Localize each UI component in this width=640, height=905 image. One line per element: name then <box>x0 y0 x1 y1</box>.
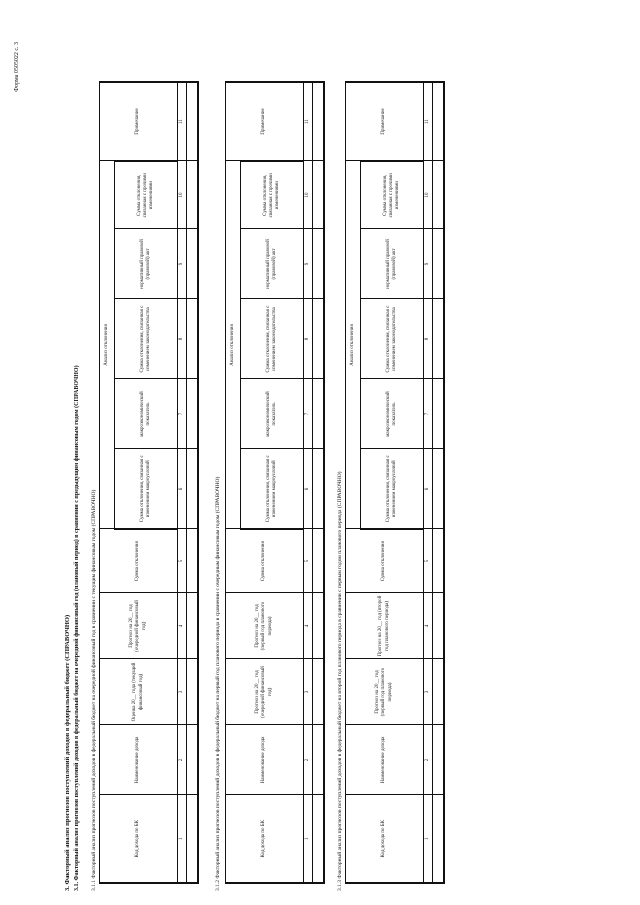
header-amount-b: Прогноз на 20__ год (первый год планового периода) <box>226 593 304 659</box>
column-number: 11 <box>424 82 433 161</box>
column-number: 8 <box>304 299 313 379</box>
empty-cell <box>187 725 199 795</box>
column-number: 3 <box>424 659 433 725</box>
column-number: 7 <box>304 379 313 449</box>
column-number: 6 <box>424 449 433 529</box>
header-income-name: Наименование дохода <box>346 725 424 795</box>
empty-cell <box>187 795 199 883</box>
empty-cell <box>187 659 199 725</box>
column-number: 5 <box>424 529 433 593</box>
column-number: 9 <box>178 229 187 299</box>
header-amount-b: Прогноз на 20__ год (второй год планового периода) <box>346 593 424 659</box>
empty-cell <box>433 529 445 593</box>
empty-cell <box>433 229 445 299</box>
table-3-1-1 <box>99 81 199 884</box>
empty-cell <box>313 299 325 379</box>
empty-cell <box>313 82 325 161</box>
column-number: 8 <box>424 299 433 379</box>
empty-cell <box>313 161 325 229</box>
header-note: Примечание <box>100 82 178 161</box>
header-legal-act: нормативный правовой (правовой) акт <box>115 229 178 299</box>
empty-cell <box>187 82 199 161</box>
column-number: 8 <box>178 299 187 379</box>
empty-cell <box>313 795 325 883</box>
column-number: 4 <box>178 593 187 659</box>
empty-cell <box>433 725 445 795</box>
column-number: 2 <box>424 725 433 795</box>
column-number: 5 <box>178 529 187 593</box>
header-macro-deviation: Сумма отклонения, связанная с изменением макроусловий <box>361 449 424 529</box>
empty-cell <box>433 795 445 883</box>
column-number: 7 <box>178 379 187 449</box>
empty-cell <box>433 593 445 659</box>
header-legislation-deviation: Сумма отклонения, связанная с изменением законодательства <box>241 299 304 379</box>
column-number: 1 <box>178 795 187 883</box>
header-legal-act: нормативный правовой (правовой) акт <box>361 229 424 299</box>
column-number: 11 <box>178 82 187 161</box>
header-income-code: Код дохода по БК <box>226 795 304 883</box>
empty-cell <box>313 229 325 299</box>
empty-cell <box>187 299 199 379</box>
header-macro-indicator: макроэкономический показатель <box>241 379 304 449</box>
header-amount-a: Прогноз на 20__ год (первый год планового периода) <box>346 659 424 725</box>
empty-cell <box>433 449 445 529</box>
header-legislation-deviation: Сумма отклонения, связанная с изменением законодательства <box>361 299 424 379</box>
empty-cell <box>313 593 325 659</box>
empty-cell <box>187 529 199 593</box>
column-number: 2 <box>304 725 313 795</box>
header-amount-b: Прогноз на 20__ год (очередной финансовый год) <box>100 593 178 659</box>
header-income-name: Наименование дохода <box>100 725 178 795</box>
header-income-name: Наименование дохода <box>226 725 304 795</box>
column-number: 9 <box>424 229 433 299</box>
column-number: 1 <box>304 795 313 883</box>
header-deviation-analysis: Анализ отклонения <box>226 161 241 529</box>
empty-cell <box>313 659 325 725</box>
column-number: 10 <box>178 161 187 229</box>
header-deviation-analysis: Анализ отклонения <box>346 161 361 529</box>
empty-cell <box>433 379 445 449</box>
header-legislation-deviation: Сумма отклонения, связанная с изменением законодательства <box>115 299 178 379</box>
column-number: 4 <box>304 593 313 659</box>
column-number: 5 <box>304 529 313 593</box>
header-deviation-sum: Сумма отклонения <box>226 529 304 593</box>
header-other-deviation: Сумма отклонения, связанная с прочими изменениями <box>361 161 424 229</box>
header-deviation-analysis: Анализ отклонения <box>100 161 115 529</box>
header-income-code: Код дохода по БК <box>346 795 424 883</box>
section-heading-3-1: 3.1. Факторный анализ прогнозов поступлений доходов в федеральный бюджет на очередной финансовый год (плановый период) в сравнении с предыдущим финансовым годом (СПРАВОЧНО) <box>74 365 80 891</box>
column-number: 10 <box>424 161 433 229</box>
empty-cell <box>433 82 445 161</box>
empty-cell <box>313 449 325 529</box>
empty-cell <box>187 593 199 659</box>
empty-cell <box>433 299 445 379</box>
form-number-label: Форма 0505022 с. 3 <box>14 42 20 92</box>
column-number: 6 <box>178 449 187 529</box>
empty-cell <box>313 379 325 449</box>
header-amount-a: Прогноз на 20__ год (очередной финансовый год) <box>226 659 304 725</box>
empty-cell <box>313 725 325 795</box>
header-other-deviation: Сумма отклонения, связанная с прочими изменениями <box>115 161 178 229</box>
header-amount-a: Оценка 20__ года (текущий финансовый год) <box>100 659 178 725</box>
header-other-deviation: Сумма отклонения, связанная с прочими изменениями <box>241 161 304 229</box>
column-number: 2 <box>178 725 187 795</box>
empty-cell <box>187 229 199 299</box>
header-macro-deviation: Сумма отклонения, связанная с изменением макроусловий <box>241 449 304 529</box>
column-number: 3 <box>304 659 313 725</box>
header-macro-deviation: Сумма отклонения, связанная с изменением макроусловий <box>115 449 178 529</box>
empty-cell <box>187 449 199 529</box>
header-deviation-sum: Сумма отклонения <box>100 529 178 593</box>
header-macro-indicator: макроэкономический показатель <box>361 379 424 449</box>
empty-cell <box>433 659 445 725</box>
column-number: 9 <box>304 229 313 299</box>
empty-cell <box>187 379 199 449</box>
column-number: 11 <box>304 82 313 161</box>
column-number: 10 <box>304 161 313 229</box>
table-3-1-3 <box>345 81 445 884</box>
header-deviation-sum: Сумма отклонения <box>346 529 424 593</box>
table-3-1-1-title: 3.1.1 Факторный анализ прогнозов поступлений доходов в федеральный бюджет на очередной финансовый год в сравнении с текущим финансовым годом (СПРАВОЧНО) <box>91 489 97 891</box>
section-heading-3: 3. Факторный анализ прогнозов поступлений доходов в федеральный бюджет (СПРАВОЧНО) <box>64 614 71 891</box>
empty-cell <box>187 161 199 229</box>
header-income-code: Код дохода по БК <box>100 795 178 883</box>
table-3-1-2 <box>225 81 325 884</box>
column-number: 1 <box>424 795 433 883</box>
header-note: Примечание <box>226 82 304 161</box>
column-number: 7 <box>424 379 433 449</box>
column-number: 6 <box>304 449 313 529</box>
column-number: 4 <box>424 593 433 659</box>
table-3-1-3-title: 3.1.3 Факторный анализ прогнозов поступлений доходов в федеральный бюджет на второй год планового периода в сравнении с первым годом планового периода (СПРАВОЧНО) <box>337 471 343 891</box>
header-legal-act: нормативный правовой (правовой) акт <box>241 229 304 299</box>
header-macro-indicator: макроэкономический показатель <box>115 379 178 449</box>
header-note: Примечание <box>346 82 424 161</box>
empty-cell <box>313 529 325 593</box>
empty-cell <box>433 161 445 229</box>
table-3-1-2-title: 3.1.2 Факторный анализ прогнозов поступлений доходов в федеральный бюджет на первый год планового периода в сравнении с очередным финансовым годом (СПРАВОЧНО) <box>215 476 221 891</box>
column-number: 3 <box>178 659 187 725</box>
